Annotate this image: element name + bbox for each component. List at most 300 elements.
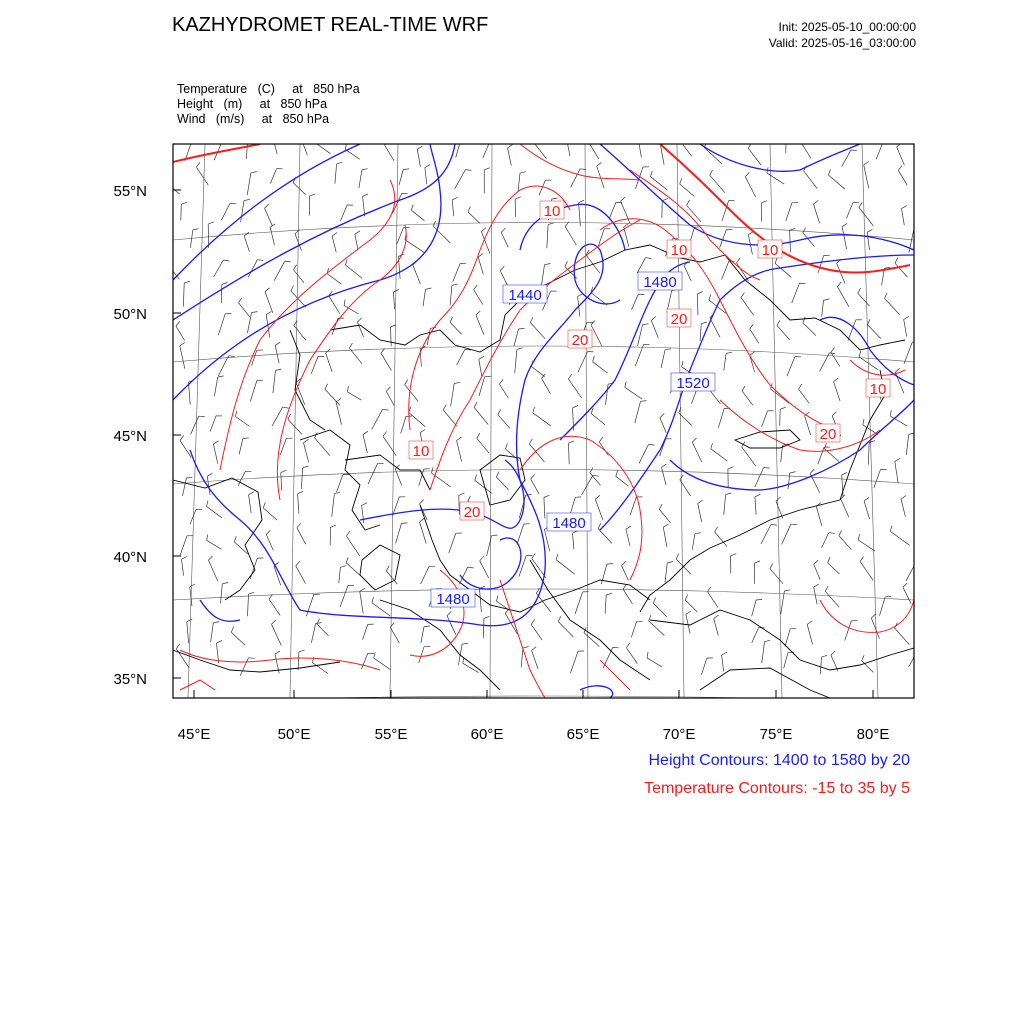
wind-barb-staff <box>190 230 192 248</box>
wind-barb-staff <box>187 622 189 643</box>
wind-barb-staff <box>500 271 508 287</box>
wind-barb-feather <box>621 197 625 201</box>
wind-barb-staff <box>860 561 873 580</box>
wind-barb-staff <box>541 265 544 287</box>
wind-barb-feather <box>800 135 804 140</box>
wind-barb-staff <box>417 149 420 167</box>
wind-barb-staff <box>722 261 729 280</box>
wind-barb-feather <box>568 374 571 379</box>
temperature-label-text: 20 <box>463 504 481 521</box>
wind-barb-feather <box>181 202 187 204</box>
wind-barb-staff <box>274 261 285 281</box>
wind-barb-staff <box>814 587 817 604</box>
wind-barb-staff <box>570 651 578 673</box>
lon-label: 65°E <box>566 726 600 743</box>
wind-barb-feather <box>166 177 168 183</box>
wind-barb-feather <box>383 431 387 436</box>
wind-barb-staff <box>221 203 230 220</box>
wind-barb-staff <box>820 657 821 674</box>
wind-barb-staff <box>685 600 697 612</box>
wind-barb-staff <box>895 461 898 483</box>
wind-barb-feather <box>868 319 871 324</box>
temperature-label <box>866 379 890 398</box>
wind-barb-feather <box>680 178 682 184</box>
temperature-label <box>568 330 592 349</box>
field-height: Height (m) at 850 hPa <box>177 97 328 111</box>
wind-barb-feather <box>834 378 839 382</box>
wind-barb-feather <box>831 348 835 353</box>
wind-barb-feather <box>711 443 713 449</box>
wind-barb-feather <box>283 407 289 408</box>
wind-barb-staff <box>635 401 641 423</box>
temperature-label <box>540 201 564 220</box>
wind-barb-feather <box>824 443 826 449</box>
wind-barb-staff <box>306 594 313 616</box>
wind-barb-staff <box>296 566 306 584</box>
wind-barb-staff <box>214 260 224 277</box>
wind-barb-staff <box>649 621 665 636</box>
valid-time: Valid: 2025-05-16_03:00:00 <box>768 36 916 50</box>
wind-barb-staff <box>372 603 390 616</box>
wind-barb-staff <box>269 599 280 615</box>
wind-barb-feather <box>679 407 681 413</box>
wind-barb-feather <box>552 198 558 199</box>
wind-barb-feather <box>344 300 345 306</box>
wind-barb-feather <box>770 563 773 568</box>
wind-barb-staff <box>788 473 790 489</box>
wind-barb-feather <box>709 294 711 300</box>
wind-barb-feather <box>206 501 208 507</box>
wind-barb-staff <box>518 173 520 192</box>
wind-barb-feather <box>903 583 907 587</box>
wind-barb-staff <box>568 379 581 398</box>
temperature-label <box>667 240 691 259</box>
wind-barb-staff <box>381 353 392 371</box>
wind-barb-staff <box>565 227 576 246</box>
wind-barb-staff <box>871 618 879 639</box>
wind-barb-staff <box>885 298 900 314</box>
wind-barb-staff <box>682 143 692 157</box>
wind-barb-staff <box>745 177 755 197</box>
wind-barb-staff <box>715 532 727 546</box>
wind-barb-staff <box>651 321 658 338</box>
wind-barb-staff <box>591 414 605 425</box>
wind-barb-feather <box>810 469 814 473</box>
wind-barb-staff <box>593 362 608 373</box>
wind-barb-feather <box>755 494 761 497</box>
wind-barb-staff <box>386 392 394 407</box>
temperature-label-text: 20 <box>819 426 837 443</box>
wind-barb-staff <box>909 651 918 667</box>
wind-barb-staff <box>183 283 184 306</box>
wind-barb-feather <box>742 386 745 391</box>
wind-barb-staff <box>443 410 457 426</box>
wind-barb-feather <box>533 137 536 142</box>
latitude-labels <box>113 183 147 688</box>
wind-barb-staff <box>904 320 907 337</box>
wind-barb-staff <box>496 477 508 490</box>
wind-barb-staff <box>859 207 873 226</box>
wind-barb-feather <box>901 496 906 499</box>
wind-barb-staff <box>837 287 849 307</box>
wind-barb-feather <box>349 343 352 348</box>
wind-barb-feather <box>207 473 212 476</box>
wind-barb-feather <box>265 204 269 208</box>
wind-barb-staff <box>340 585 348 607</box>
wind-barb-feather <box>623 584 627 589</box>
wind-barb-feather <box>860 557 863 562</box>
wind-barb-feather <box>424 626 430 627</box>
wind-barb-feather <box>616 471 618 477</box>
wind-barb-feather <box>597 162 602 166</box>
wind-barb-staff <box>383 436 396 455</box>
wind-barb-feather <box>193 229 199 230</box>
wind-barb-feather <box>372 597 374 603</box>
wind-barb-feather <box>731 554 737 556</box>
wind-barb-staff <box>755 497 756 515</box>
wind-barb-staff <box>294 270 305 283</box>
wind-barb-staff <box>661 350 665 368</box>
wind-barb-staff <box>868 325 881 339</box>
lon-label: 75°E <box>759 726 793 743</box>
wind-barb-feather <box>208 556 212 560</box>
field-temperature: Temperature (C) at 850 hPa <box>177 82 360 96</box>
wind-barb-staff <box>457 441 462 462</box>
wind-barb-staff <box>335 164 337 184</box>
wind-barb-feather <box>477 433 480 438</box>
wind-barb-staff <box>842 227 847 249</box>
wind-barb-feather <box>626 643 629 648</box>
wind-barb-staff <box>487 536 492 556</box>
wind-barb-feather <box>275 342 280 345</box>
wind-barb-staff <box>598 229 604 247</box>
wind-barb-feather <box>285 261 291 262</box>
wind-barb-staff <box>508 148 512 166</box>
wind-barb-feather <box>187 619 192 622</box>
wind-barb-staff <box>247 173 251 195</box>
wind-barb-staff <box>834 382 841 401</box>
wind-barb-staff <box>270 227 274 245</box>
wind-barb-staff <box>196 167 208 185</box>
wind-barb-staff <box>820 353 830 372</box>
wind-barb-staff <box>329 296 340 314</box>
wind-barb-feather <box>505 443 507 449</box>
wind-barb-staff <box>515 349 517 373</box>
wind-barb-feather <box>750 352 755 356</box>
wind-barb-feather <box>196 162 200 167</box>
wind-barb-feather <box>346 531 350 536</box>
wind-barb-staff <box>848 320 856 341</box>
wind-barb-feather <box>222 582 228 584</box>
wind-barb-staff <box>847 203 854 219</box>
wind-barb-feather <box>378 463 384 464</box>
wind-barb-feather <box>429 566 435 567</box>
wind-barb-feather <box>492 535 498 536</box>
wind-barb-feather <box>275 651 280 654</box>
wind-barb-feather <box>651 171 653 177</box>
wind-barb-staff <box>742 391 753 405</box>
wind-barb-feather <box>799 384 802 389</box>
wind-barb-feather <box>311 134 313 140</box>
wind-barb-feather <box>545 264 551 265</box>
wind-barb-feather <box>533 407 535 413</box>
wind-barb-feather <box>213 441 218 444</box>
wind-barb-staff <box>770 569 783 584</box>
wind-barb-staff <box>250 381 257 402</box>
wind-barb-staff <box>750 355 755 372</box>
wind-barb-staff <box>616 476 629 486</box>
wind-barb-staff <box>391 327 392 346</box>
wind-barb-staff <box>517 524 524 545</box>
wind-barb-staff <box>799 389 810 403</box>
wind-barb-feather <box>334 492 340 494</box>
temperature-label-text: 20 <box>670 311 688 328</box>
wind-barb-staff <box>327 274 341 285</box>
wind-barb-feather <box>330 525 336 527</box>
wind-barb-feather <box>851 150 857 151</box>
wind-barb-feather <box>643 324 649 325</box>
wind-barb-staff <box>372 409 383 429</box>
wind-barb-staff <box>385 145 394 161</box>
temperature-label-text: 10 <box>543 203 561 220</box>
wind-barb-feather <box>480 556 484 561</box>
wind-barb-staff <box>837 263 846 284</box>
wind-barb-staff <box>514 329 519 346</box>
wind-barb-staff <box>266 534 273 550</box>
wind-barb-staff <box>591 325 602 346</box>
wind-barb-feather <box>626 526 631 529</box>
wind-barb-feather <box>662 199 668 201</box>
wind-barb-staff <box>421 566 430 584</box>
wind-barb-staff <box>218 314 225 335</box>
wind-barb-staff <box>345 265 362 278</box>
wind-barb-staff <box>573 533 574 549</box>
wind-barb-feather <box>500 266 504 270</box>
wind-barb-feather <box>501 228 505 232</box>
wind-barb-feather <box>270 224 275 227</box>
wind-barb-staff <box>531 479 539 494</box>
wind-barb-staff <box>474 290 483 305</box>
wind-barb-staff <box>698 504 702 523</box>
wind-barb-staff <box>169 266 179 279</box>
wind-barb-feather <box>728 467 734 469</box>
wind-barb-feather <box>556 554 558 560</box>
wind-barb-feather <box>479 356 484 359</box>
wind-barb-staff <box>341 205 348 221</box>
temperature-label <box>816 424 840 443</box>
wind-barb-feather <box>230 203 236 204</box>
wind-barb-feather <box>296 561 300 566</box>
wind-barb-feather <box>647 652 648 658</box>
wind-barb-staff <box>411 210 424 221</box>
wind-barb-staff <box>897 147 905 165</box>
wind-barb-staff <box>311 624 315 643</box>
wind-barb-feather <box>405 380 408 385</box>
wind-barb-feather <box>363 194 368 197</box>
wind-barb-feather <box>659 504 662 509</box>
wind-barb-staff <box>595 499 603 520</box>
wind-barb-staff <box>750 329 759 343</box>
wind-barb-staff <box>542 378 551 393</box>
wind-barb-feather <box>790 472 796 474</box>
wind-barb-feather <box>765 640 771 642</box>
wind-barb-feather <box>777 320 780 325</box>
wind-barb-feather <box>222 283 228 285</box>
wind-barb-staff <box>781 591 785 614</box>
wind-barb-feather <box>548 223 554 225</box>
wind-barb-staff <box>653 603 667 617</box>
wind-barb-staff <box>182 559 184 575</box>
wind-barb-staff <box>762 411 768 427</box>
wind-barb-feather <box>468 496 471 501</box>
wind-barb-staff <box>339 567 341 583</box>
wind-barb-staff <box>272 407 283 426</box>
wind-barb-feather <box>790 228 796 230</box>
height-label <box>671 373 715 392</box>
lat-label: 40°N <box>113 549 147 566</box>
wind-barb-staff <box>346 563 360 576</box>
wind-barb-feather <box>176 321 180 326</box>
wind-barb-staff <box>782 524 791 544</box>
wind-barb-feather <box>484 616 490 618</box>
wind-barb-feather <box>814 200 819 204</box>
wind-barb-feather <box>223 260 229 261</box>
height-contour-legend: Height Contours: 1400 to 1580 by 20 <box>648 752 910 769</box>
wind-barb-feather <box>386 566 389 571</box>
field-wind: Wind (m/s) at 850 hPa <box>177 112 330 126</box>
wind-barb-staff <box>272 624 282 645</box>
wind-barb-staff <box>332 494 335 517</box>
wind-barb-staff <box>409 413 426 427</box>
temperature-label <box>758 240 782 259</box>
wind-barb-staff <box>519 556 526 577</box>
wind-barb-feather <box>567 137 572 140</box>
height-label-text: 1520 <box>676 375 710 392</box>
wind-barb-feather <box>842 223 847 226</box>
wind-barb-feather <box>433 221 435 227</box>
wind-barb-staff <box>790 231 791 253</box>
wind-barb-feather <box>646 258 652 259</box>
wind-barb-staff <box>792 283 800 303</box>
wind-barb-staff <box>421 627 424 643</box>
temperature-label <box>460 502 484 521</box>
wind-barb-feather <box>786 132 792 134</box>
wind-barb-staff <box>240 658 248 676</box>
wind-barb-staff <box>582 475 593 495</box>
wind-barb-staff <box>521 648 523 667</box>
wind-barb-staff <box>413 265 421 284</box>
wind-barb-staff <box>903 587 911 603</box>
wind-barb-staff <box>359 170 362 188</box>
wind-barb-feather <box>593 356 595 362</box>
wind-barb-staff <box>635 345 643 367</box>
wind-barb-feather <box>239 298 242 303</box>
wind-barb-feather <box>462 136 468 137</box>
wind-barb-staff <box>638 138 641 158</box>
wind-barb-staff <box>181 204 182 220</box>
wind-barb-feather <box>450 317 453 322</box>
wind-barb-feather <box>831 651 835 655</box>
wind-barb-feather <box>363 431 368 434</box>
wind-barb-staff <box>218 356 228 376</box>
wind-barb-staff <box>895 628 910 645</box>
wind-barb-feather <box>249 592 255 594</box>
wind-barb-feather <box>248 135 254 137</box>
wind-barb-feather <box>558 616 561 622</box>
wind-barb-feather <box>890 410 891 416</box>
wind-barb-staff <box>468 212 480 223</box>
wind-barb-staff <box>337 475 343 493</box>
wind-barb-staff <box>459 495 460 515</box>
wind-barb-feather <box>357 318 361 322</box>
wind-barb-feather <box>665 349 671 350</box>
wind-barb-staff <box>345 149 360 159</box>
wind-barb-staff <box>297 528 306 545</box>
wind-barb-feather <box>863 419 864 425</box>
lon-label: 80°E <box>856 726 890 743</box>
wind-barb-staff <box>780 409 781 426</box>
wind-barb-feather <box>447 611 451 615</box>
wind-barb-feather <box>374 652 376 658</box>
lat-label: 35°N <box>113 671 147 688</box>
wind-barb-feather <box>496 472 499 477</box>
wind-barb-feather <box>420 518 425 522</box>
wind-barb-staff <box>755 468 764 488</box>
wind-barb-feather <box>301 133 306 137</box>
height-label-text: 1440 <box>508 287 542 304</box>
wind-barb-staff <box>480 561 489 578</box>
wind-barb-staff <box>904 342 912 364</box>
wind-barb-feather <box>337 162 343 164</box>
wind-barb-feather <box>426 288 432 289</box>
wind-barb-feather <box>266 530 270 534</box>
wind-barb-staff <box>722 655 724 671</box>
wind-barb-feather <box>207 535 208 541</box>
temperature-label-text: 10 <box>412 443 430 460</box>
wind-barb-feather <box>784 590 790 591</box>
wind-barb-staff <box>347 392 361 400</box>
wind-barb-feather <box>325 384 328 389</box>
lat-label: 55°N <box>113 183 147 200</box>
wind-barb-feather <box>714 615 719 619</box>
wind-barb-feather <box>895 258 898 263</box>
wind-barb-staff <box>622 566 629 581</box>
wind-barb-staff <box>624 227 629 247</box>
wind-barb-feather <box>708 587 712 592</box>
wind-barb-feather <box>454 382 460 383</box>
wind-barb-staff <box>902 209 905 226</box>
temperature-label-text: 10 <box>869 381 887 398</box>
wind-barb-feather <box>499 379 503 384</box>
wind-barb-staff <box>718 409 724 428</box>
wind-barb-feather <box>515 197 521 199</box>
wind-barb-feather <box>917 651 923 652</box>
wind-barb-staff <box>605 595 606 614</box>
wind-barb-feather <box>904 316 909 319</box>
wind-barb-feather <box>885 293 888 298</box>
wind-barb-feather <box>326 349 331 353</box>
wind-barb-feather <box>590 468 593 473</box>
wind-barb-feather <box>895 458 900 461</box>
wind-barb-feather <box>420 500 424 504</box>
wind-barb-staff <box>221 584 223 604</box>
wind-barb-staff <box>692 442 702 462</box>
wind-barb-staff <box>632 294 639 310</box>
wind-barb-staff <box>906 434 908 455</box>
wind-barb-feather <box>180 436 184 441</box>
wind-barb-staff <box>867 232 869 250</box>
wind-barb-staff <box>499 384 508 398</box>
